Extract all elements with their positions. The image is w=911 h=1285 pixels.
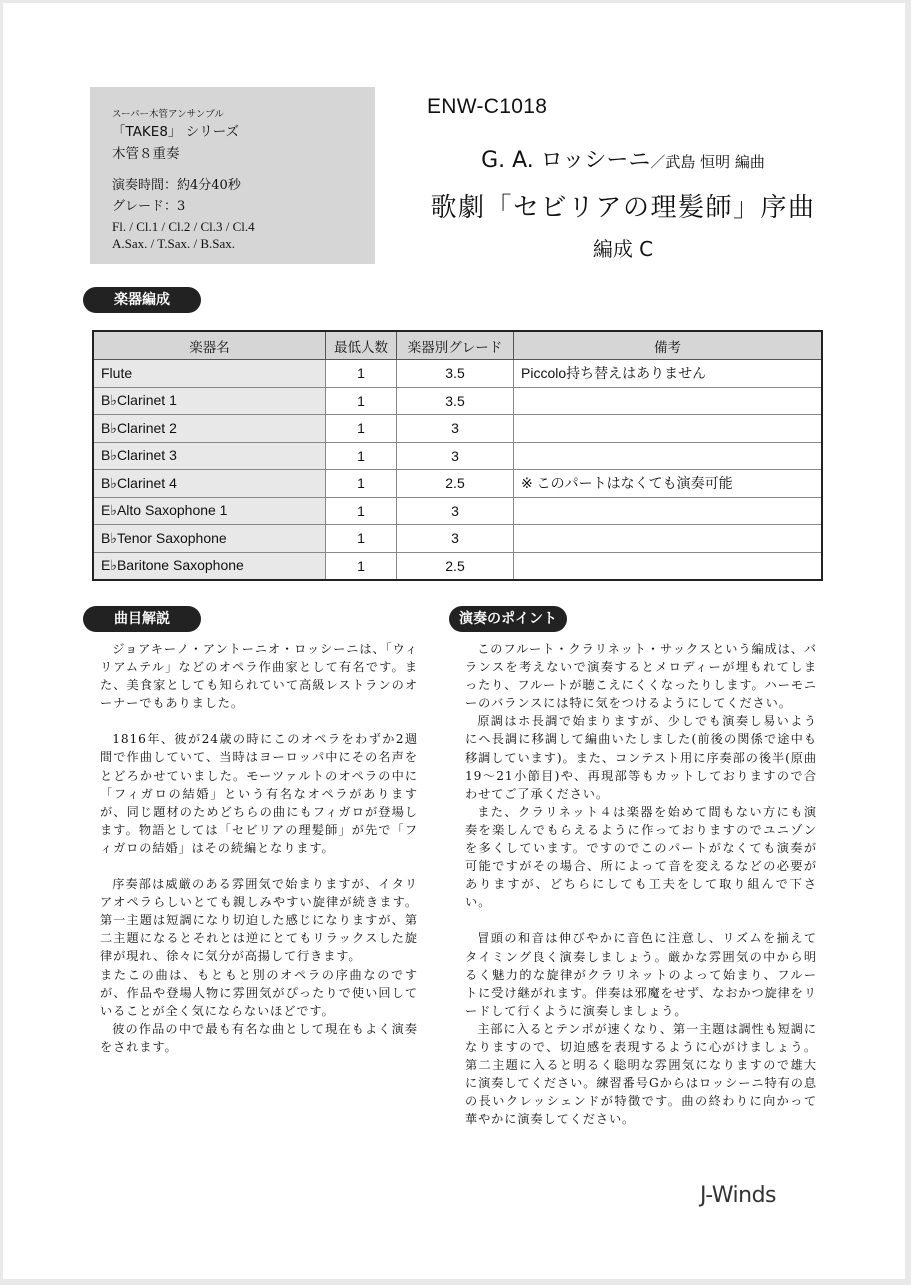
instrument-note: Piccolo持ち替えはありません xyxy=(514,360,823,388)
instrument-note xyxy=(514,442,823,470)
instrument-name: B♭Tenor Saxophone xyxy=(93,525,326,553)
instrument-grade: 3 xyxy=(397,442,514,470)
points-paragraph: 冒頭の和音は伸びやかに音色に注意し、リズムを揃えてタイミング良く演奏しましょう。厳かな雰囲気の中から明るく魅力的な旋律がクラリネットのよって始まり、フルートに受け継がれます。伴奏は邪魔をせず、なおかつ旋律をリードして行くように演奏しましょう。 xyxy=(465,931,817,1018)
performance-points-text xyxy=(465,640,817,1128)
score-info-page xyxy=(3,3,905,1279)
instrument-note xyxy=(514,387,823,415)
table-row xyxy=(93,360,822,388)
table-row xyxy=(93,497,822,525)
min-players: 1 xyxy=(326,525,397,553)
points-paragraph: また、クラリネット４は楽器を始めて間もない方にも演奏を楽しんでもらえるように作っておりますのでユニゾンを多くしています。ですのでこのパートがなくても演奏が可能ですがその場合、所によって音を変えるなどの必要がありますが、どちらにしても工夫をして取り組んで下さい。 xyxy=(465,804,817,910)
instrumentation-table xyxy=(92,330,823,581)
table-row xyxy=(93,552,822,580)
section-label-about: 曲目解説 xyxy=(83,606,201,632)
publisher-logo: J-Winds xyxy=(700,1183,777,1208)
instrument-grade: 3.5 xyxy=(397,387,514,415)
about-paragraph: またこの曲は、もともと別のオペラの序曲なのですが、作品や登場人物に雰囲気がぴったりで使い回していることが全く気にならないほどです。 xyxy=(100,967,418,1018)
table-row xyxy=(93,525,822,553)
performance-duration: 演奏時間：約4分40秒 xyxy=(112,178,241,193)
about-paragraph: 序奏部は威厳のある雰囲気で始まりますが、イタリアオペラらしいとても親しみやすい旋律が続きます。第一主題は短調になり切迫した感じになりますが、第二主題になるとそれとは逆にとてもリラックスした旋律が現れ、徐々に気分が高揚して行きます。 xyxy=(100,877,418,964)
parts-list-line1: Fl. / Cl.1 / Cl.2 / Cl.3 / Cl.4 xyxy=(112,219,255,234)
instrument-note xyxy=(514,552,823,580)
series-name: 「TAKE8」 シリーズ xyxy=(112,124,240,140)
piece-title: 歌劇「セビリアの理髪師」序曲 xyxy=(430,193,816,223)
min-players: 1 xyxy=(326,442,397,470)
min-players: 1 xyxy=(326,470,397,498)
about-paragraph: ジョアキーノ・アントーニオ・ロッシーニは、「ウィリアムテル」などのオペラ作曲家として有名です。また、美食家としても知られていて高級レストランのオーナーでもありました。 xyxy=(100,642,418,711)
about-paragraph: 1816年、彼が24歳の時にこのオペラをわずか2週間で作曲していて、当時はヨーロッパ中にその名声をとどろかせていました。モーツァルトのオペラの中に「フィガロの結婚」という有名なオペラがありますが、同じ題材のためどちらの曲にもフィガロが登場します。物語としては「セビリアの理髪師」が先で「フィガロの結婚」はその続編となります。 xyxy=(100,732,418,855)
column-header-min-players: 最低人数 xyxy=(326,331,397,360)
instrument-grade: 3 xyxy=(397,525,514,553)
table-row xyxy=(93,415,822,443)
instrument-name: B♭Clarinet 1 xyxy=(93,387,326,415)
ensemble-type: 木管８重奏 xyxy=(112,146,180,162)
edition-label: 編成 C xyxy=(592,237,654,261)
instrument-grade: 2.5 xyxy=(397,552,514,580)
catalog-code: ENW-C1018 xyxy=(427,95,548,118)
instrument-name: B♭Clarinet 4 xyxy=(93,470,326,498)
instrument-note xyxy=(514,525,823,553)
composer-name: G. A. ロッシーニ xyxy=(481,148,651,173)
overall-grade: グレード：3 xyxy=(112,199,186,214)
about-text xyxy=(100,640,418,1056)
instrument-name: B♭Clarinet 2 xyxy=(93,415,326,443)
min-players: 1 xyxy=(326,387,397,415)
points-paragraph: 主部に入るとテンポが速くなり、第一主題は調性も短調になりますので、切迫感を表現するように心がけましょう。第二主題に入ると明るく聡明な雰囲気になりますので雄大に演奏してください。練習番号Gからはロッシーニ特有の息の長いクレッシェンドが特徴です。曲の終わりに向かって華やかに演奏してください。 xyxy=(465,1021,817,1127)
table-row xyxy=(93,442,822,470)
points-paragraph: 原調はホ長調で始まりますが、少しでも演奏し易いようにヘ長調に移調して編曲いたしました(前後の関係で途中も移調しています)。また、コンテスト用に序奏部の後半(原曲19〜21小節目)や、再現部等もカットしておりますので合わせてご了承ください。 xyxy=(465,714,817,801)
instrument-name: B♭Clarinet 3 xyxy=(93,442,326,470)
instrument-name: Flute xyxy=(93,360,326,388)
instrument-grade: 3.5 xyxy=(397,360,514,388)
points-paragraph: このフルート・クラリネット・サックスという編成は、バランスを考えないで演奏するとメロディーが埋もれてしまったり、フルートが聴こえにくくなったりします。ハーモニーのバランスには特に気をつけるようにしてください。 xyxy=(465,642,817,711)
min-players: 1 xyxy=(326,552,397,580)
series-info-box xyxy=(90,87,375,264)
min-players: 1 xyxy=(326,497,397,525)
instrument-note xyxy=(514,415,823,443)
min-players: 1 xyxy=(326,415,397,443)
instrument-grade: 3 xyxy=(397,415,514,443)
table-row xyxy=(93,387,822,415)
column-header-grade: 楽器別グレード xyxy=(397,331,514,360)
parts-list-line2: A.Sax. / T.Sax. / B.Sax. xyxy=(112,236,236,251)
section-label-performance-points: 演奏のポイント xyxy=(449,606,567,632)
section-label-instrumentation: 楽器編成 xyxy=(83,287,201,313)
instrument-note xyxy=(514,497,823,525)
column-header-instrument: 楽器名 xyxy=(93,331,326,360)
min-players: 1 xyxy=(326,360,397,388)
instrument-grade: 3 xyxy=(397,497,514,525)
series-subtitle: スーパー木管アンサンブル xyxy=(112,109,224,120)
instrument-grade: 2.5 xyxy=(397,470,514,498)
table-row xyxy=(93,470,822,498)
instrument-name: E♭Baritone Saxophone xyxy=(93,552,326,580)
about-paragraph: 彼の作品の中で最も有名な曲として現在もよく演奏をされます。 xyxy=(100,1021,418,1054)
table-header-row xyxy=(93,331,822,360)
column-header-notes: 備考 xyxy=(514,331,823,360)
instrument-name: E♭Alto Saxophone 1 xyxy=(93,497,326,525)
arranger-name: ／武島 恒明 編曲 xyxy=(650,153,765,171)
composer-line xyxy=(423,143,823,174)
instrument-note: ※ このパートはなくても演奏可能 xyxy=(514,470,823,498)
